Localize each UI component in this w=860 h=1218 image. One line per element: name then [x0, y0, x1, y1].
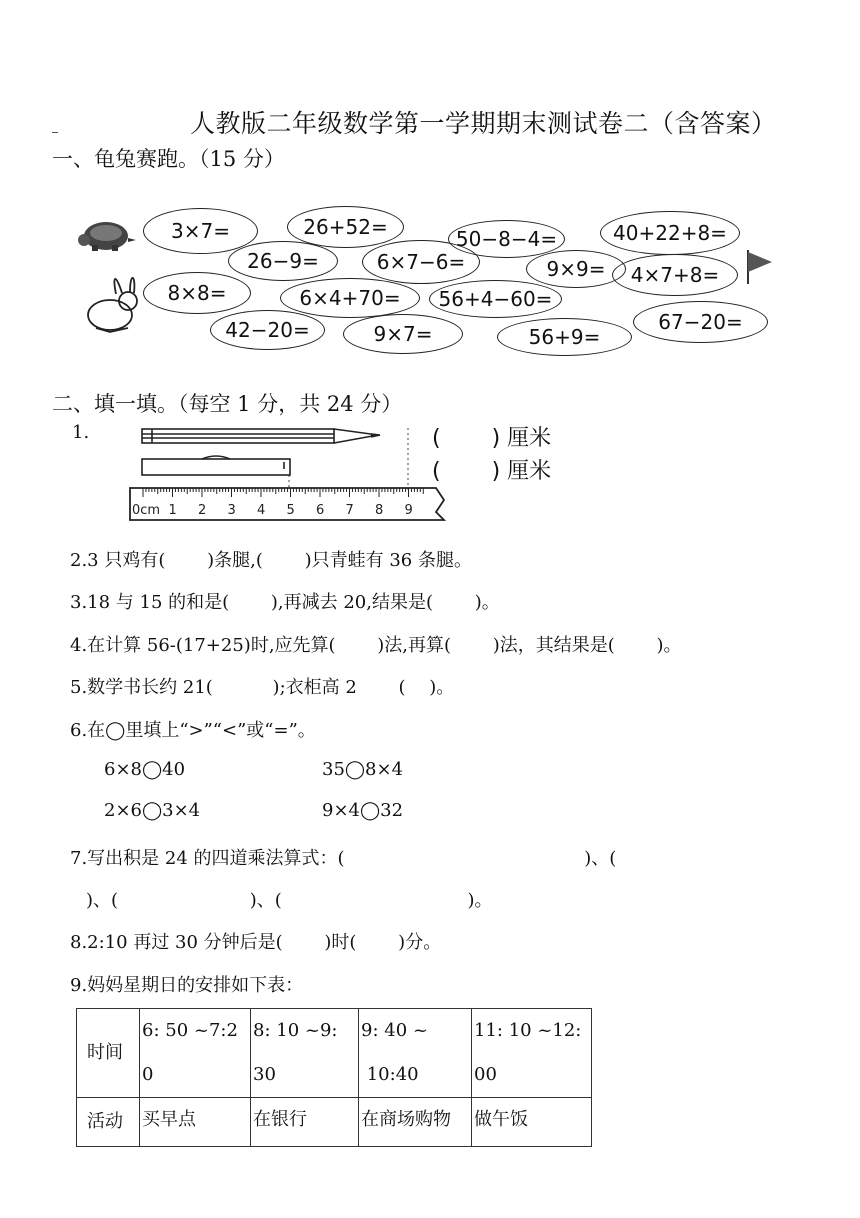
table-row [77, 1009, 592, 1098]
ruler-tick-label: 7 [345, 503, 354, 518]
table-cell: 在银行 [251, 1098, 359, 1147]
schedule-table [76, 1008, 592, 1147]
table-row [77, 1098, 592, 1147]
section1-heading: 一、龟兔赛跑。（15 分） [52, 147, 285, 171]
table-cell: 做午饭 [472, 1098, 592, 1147]
q7-line1: 7.写出积是 24 的四道乘法算式：( )、( [70, 848, 617, 869]
table-cell: 11: 10 ~12: 00 [472, 1009, 592, 1098]
ruler-tick-label: 2 [198, 503, 207, 518]
ruler-tick-label: 5 [286, 503, 295, 518]
expr-oval: 6×7−6= [362, 240, 480, 284]
q6-text: 6.在◯里填上“>”“<”或“=”。 [70, 720, 316, 741]
ruler-tick-label: 6 [316, 503, 325, 518]
q6-item: 6×8◯40 [104, 759, 186, 780]
q6-item: 9×4◯32 [322, 800, 404, 821]
q4-text: 4.在计算 56-(17+25)时,应先算( )法,再算( )法，其结果是( )。 [70, 635, 682, 656]
expr-oval: 50−8−4= [448, 220, 565, 258]
q1-number: 1. [72, 422, 90, 443]
expr-oval: 9×7= [343, 314, 463, 354]
expr-oval: 6×4+70= [280, 278, 420, 318]
q1-answer-pencil: ( ) 厘米 [432, 426, 552, 451]
expr-oval: 26+52= [287, 206, 404, 248]
ruler-tick-label: 4 [257, 503, 266, 518]
q3-text: 3.18 与 15 的和是( ),再减去 20,结果是( )。 [70, 592, 500, 613]
measure-figure [128, 420, 458, 526]
table-row-header: 活动 [77, 1098, 140, 1147]
flag-icon [748, 250, 772, 284]
q6-item: 2×6◯3×4 [104, 800, 201, 821]
expr-oval: 56+4−60= [429, 280, 562, 318]
rabbit-icon [88, 278, 137, 332]
section2-heading: 二、填一填。（每空 1 分，共 24 分） [52, 392, 403, 416]
q2-text: 2.3 只鸡有( )条腿,( )只青蛙有 36 条腿。 [70, 550, 472, 571]
expr-oval: 42−20= [210, 310, 325, 350]
table-row-header: 时间 [77, 1009, 140, 1098]
q5-text: 5.数学书长约 21( );衣柜高 2 ( )。 [70, 677, 455, 698]
page-title: 人教版二年级数学第一学期期末测试卷二（含答案） [190, 109, 777, 138]
expr-oval: 8×8= [143, 272, 251, 314]
stray-mark [52, 132, 58, 133]
q8-text: 8.2:10 再过 30 分钟后是( )时( )分。 [70, 932, 442, 953]
ruler-tick-label: 9 [404, 503, 413, 518]
q6-item: 35◯8×4 [322, 759, 404, 780]
table-cell: 8: 10 ~9: 30 [251, 1009, 359, 1098]
turtle-icon [78, 222, 136, 251]
q7-line2: )、( )、( )。 [86, 890, 493, 911]
table-cell: 在商场购物 [359, 1098, 472, 1147]
expr-oval: 4×7+8= [612, 254, 738, 296]
ruler-tick-label: 1 [168, 503, 177, 518]
expr-oval: 40+22+8= [600, 211, 740, 255]
pencil-icon [142, 429, 380, 443]
q1-answer-eraser: ( ) 厘米 [432, 459, 552, 484]
table-cell: 9: 40 ~ 10:40 [359, 1009, 472, 1098]
expr-oval: 67−20= [633, 301, 768, 343]
ruler-tick-label: 8 [375, 503, 384, 518]
q9-text: 9.妈妈星期日的安排如下表： [70, 975, 304, 996]
expr-oval: 3×7= [143, 208, 258, 254]
table-cell: 6: 50 ~7:2 0 [140, 1009, 251, 1098]
ruler-tick-label: 3 [227, 503, 236, 518]
table-cell: 买早点 [140, 1098, 251, 1147]
expr-oval: 56+9= [497, 318, 632, 356]
expr-oval: 9×9= [526, 250, 626, 288]
eraser-icon [142, 456, 290, 475]
expr-oval: 26−9= [228, 241, 338, 281]
ruler-unit-label: 0cm [132, 503, 161, 518]
